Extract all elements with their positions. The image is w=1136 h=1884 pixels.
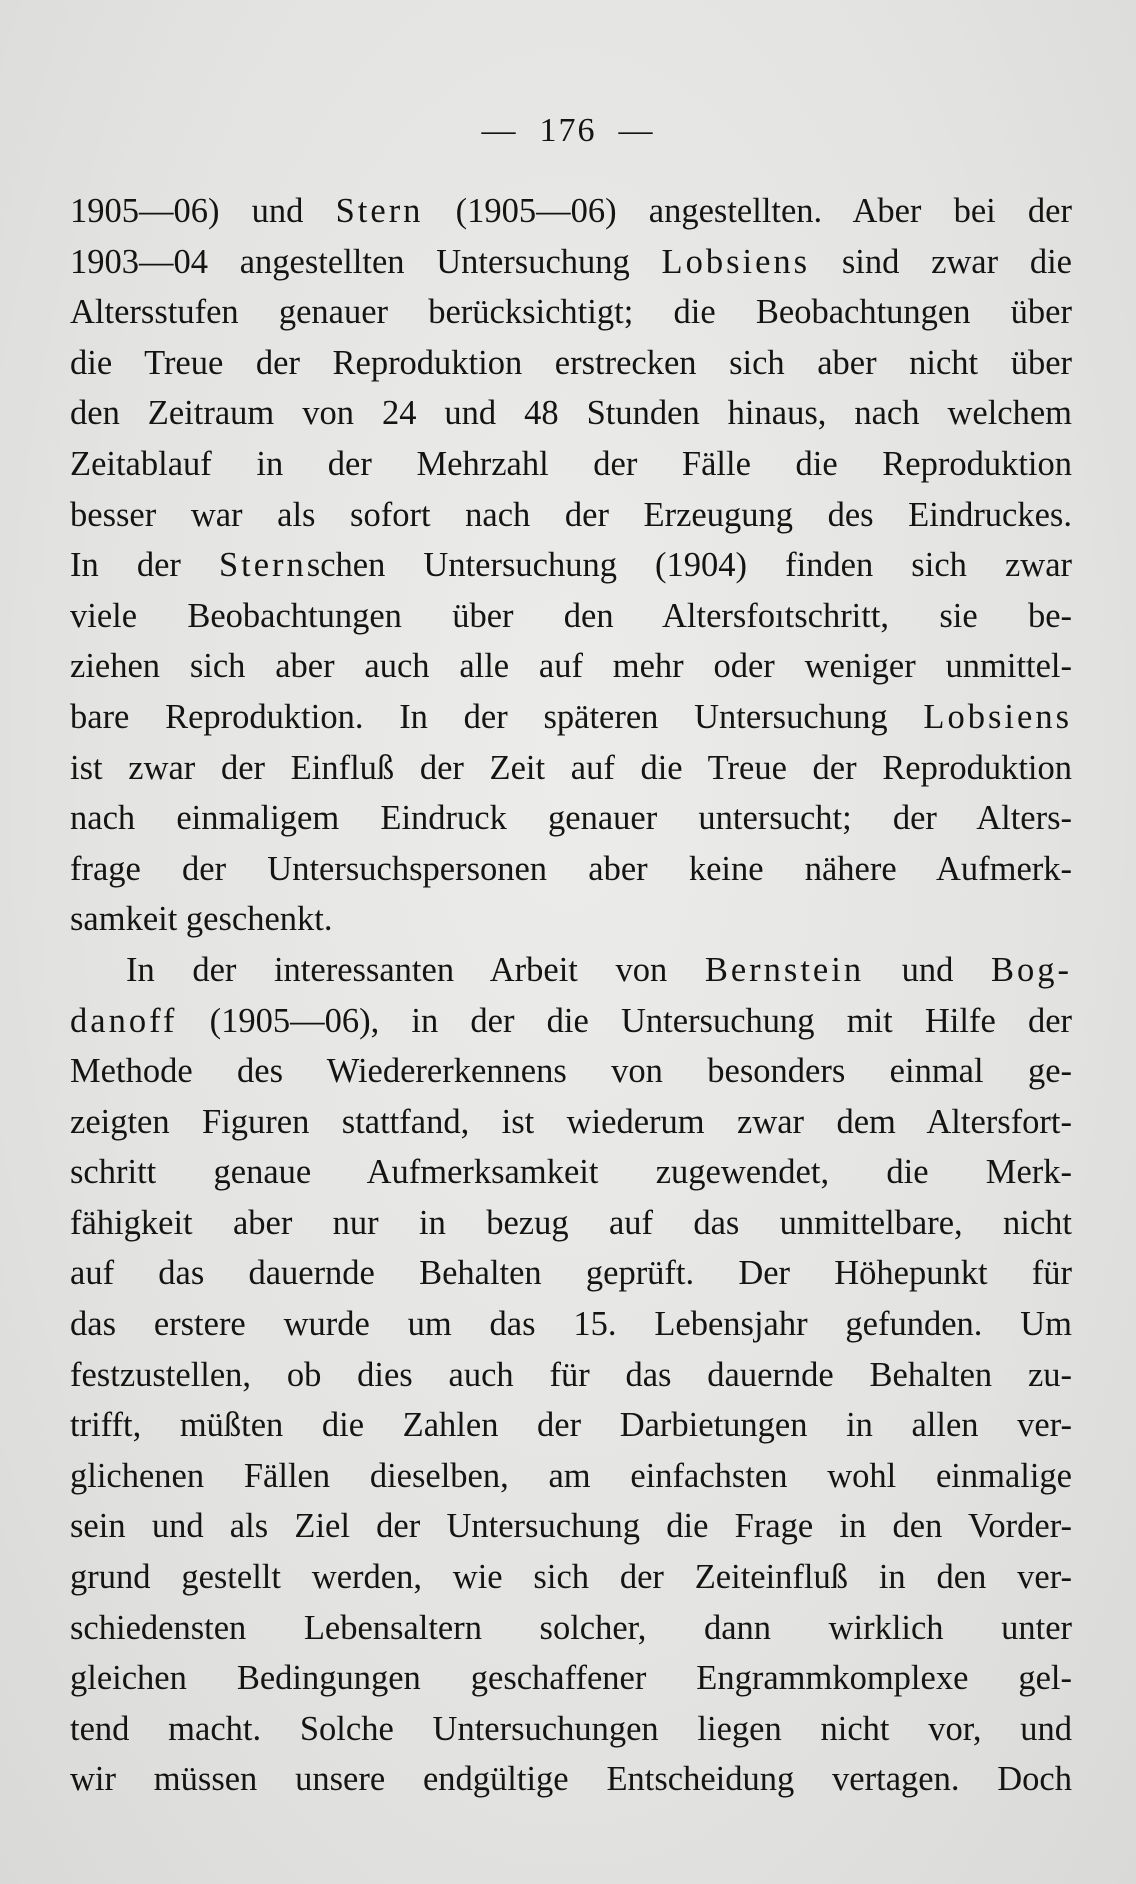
text-segment: Altersstufen genauer berücksichtigt; die Beobachtungen über bbox=[70, 293, 1072, 332]
spaced-name: Stern bbox=[218, 546, 307, 585]
text-segment: und bbox=[864, 950, 992, 989]
text-segment: schiedensten Lebensaltern solcher, dann wirklich unter bbox=[70, 1608, 1072, 1647]
text-line bbox=[70, 1754, 1072, 1805]
text-segment: nach einmaligem Eindruck genauer untersucht; der Alters- bbox=[70, 799, 1072, 838]
text-segment: 1903—04 angestellten Untersuchung bbox=[70, 242, 662, 281]
text-line bbox=[70, 388, 1072, 439]
text-line bbox=[70, 186, 1072, 237]
text-line bbox=[70, 1350, 1072, 1401]
text-segment: die Treue der Reproduktion erstrecken sich aber nicht über bbox=[70, 343, 1072, 382]
text-line bbox=[70, 641, 1072, 692]
text-line bbox=[70, 1198, 1072, 1249]
page-number-header bbox=[0, 112, 1136, 150]
spaced-name: danoff bbox=[70, 1001, 178, 1040]
spaced-name: Lobsiens bbox=[661, 242, 811, 281]
spaced-name: Bernstein bbox=[704, 950, 865, 989]
text-line bbox=[70, 1603, 1072, 1654]
text-segment: Zeitablauf in der Mehrzahl der Fälle die Reproduktion bbox=[70, 444, 1072, 483]
text-line bbox=[70, 1653, 1072, 1704]
text-segment: grund gestellt werden, wie sich der Zeiteinfluß in den ver- bbox=[70, 1558, 1072, 1597]
text-segment: samkeit geschenkt. bbox=[70, 900, 333, 939]
text-line bbox=[70, 1097, 1072, 1148]
page-number-dash-right: — bbox=[618, 112, 655, 149]
text-line bbox=[70, 1451, 1072, 1502]
text-line bbox=[70, 287, 1072, 338]
text-segment: frage der Untersuchspersonen aber keine nähere Aufmerk- bbox=[70, 849, 1072, 888]
page-number: 176 bbox=[539, 112, 597, 149]
text-segment: zeigten Figuren stattfand, ist wiederum zwar dem Altersfort- bbox=[70, 1102, 1072, 1141]
text-line bbox=[70, 844, 1072, 895]
text-segment: In der bbox=[70, 546, 219, 585]
text-segment: glichenen Fällen dieselben, am einfachsten wohl einmalige bbox=[70, 1456, 1072, 1495]
spaced-name: Lobsiens bbox=[923, 697, 1072, 736]
body-text bbox=[70, 186, 1072, 1805]
text-segment: In der interessanten Arbeit von bbox=[126, 950, 705, 989]
text-segment: bare Reproduktion. In der späteren Untersuchung bbox=[70, 697, 924, 736]
text-segment: auf das dauernde Behalten geprüft. Der Höhepunkt für bbox=[70, 1254, 1072, 1293]
text-segment: viele Beobachtungen über den Altersfoıtschritt, sie be- bbox=[70, 596, 1072, 635]
text-line bbox=[70, 338, 1072, 389]
spaced-name: Stern bbox=[335, 192, 424, 230]
text-line bbox=[70, 996, 1072, 1047]
text-line bbox=[70, 1248, 1072, 1299]
text-segment: festzustellen, ob dies auch für das dauernde Behalten zu- bbox=[70, 1355, 1072, 1394]
text-segment: das erstere wurde um das 15. Lebensjahr gefunden. Um bbox=[70, 1305, 1072, 1344]
text-line bbox=[70, 1400, 1072, 1451]
text-line bbox=[70, 237, 1072, 288]
text-segment: fähigkeit aber nur in bezug auf das unmittelbare, nicht bbox=[70, 1203, 1072, 1242]
text-segment: (1905—06) angestellten. Aber bei der bbox=[423, 192, 1072, 230]
text-line bbox=[70, 945, 1072, 996]
text-line bbox=[70, 1501, 1072, 1552]
text-segment: ist zwar der Einfluß der Zeit auf die Treue der Reproduktion bbox=[70, 748, 1072, 787]
text-segment: trifft, müßten die Zahlen der Darbietungen in allen ver- bbox=[70, 1406, 1072, 1445]
text-line bbox=[70, 692, 1072, 743]
text-line bbox=[70, 743, 1072, 794]
text-segment: gleichen Bedingungen geschaffener Engrammkomplexe gel- bbox=[70, 1659, 1072, 1698]
text-segment: besser war als sofort nach der Erzeugung des Eindruckes. bbox=[70, 495, 1072, 534]
text-segment: schritt genaue Aufmerksamkeit zugewendet, die Merk- bbox=[70, 1153, 1072, 1192]
text-segment: den Zeitraum von 24 und 48 Stunden hinaus, nach welchem bbox=[70, 394, 1072, 433]
text-line bbox=[70, 1299, 1072, 1350]
text-line bbox=[70, 1147, 1072, 1198]
text-segment: schen Untersuchung (1904) finden sich zwar bbox=[306, 546, 1072, 585]
text-line bbox=[70, 490, 1072, 541]
text-line bbox=[70, 793, 1072, 844]
text-segment: ziehen sich aber auch alle auf mehr oder weniger unmittel- bbox=[70, 647, 1072, 686]
text-line bbox=[70, 591, 1072, 642]
text-line bbox=[70, 439, 1072, 490]
text-line bbox=[70, 1046, 1072, 1097]
text-segment: (1905—06), in der die Untersuchung mit Hilfe der bbox=[177, 1001, 1072, 1040]
text-segment: sein und als Ziel der Untersuchung die Frage in den Vorder- bbox=[70, 1507, 1072, 1546]
text-line bbox=[70, 1704, 1072, 1755]
text-line bbox=[70, 1552, 1072, 1603]
text-segment: 1905—06) und bbox=[70, 192, 336, 230]
text-line bbox=[70, 540, 1072, 591]
text-segment: wir müssen unsere endgültige Entscheidung vertagen. Doch bbox=[70, 1760, 1072, 1799]
text-segment: tend macht. Solche Untersuchungen liegen nicht vor, und bbox=[70, 1709, 1072, 1748]
page-number-dash-left: — bbox=[481, 112, 518, 149]
spaced-name: Bog- bbox=[991, 950, 1073, 989]
text-line bbox=[70, 894, 1072, 945]
text-segment: sind zwar die bbox=[810, 242, 1072, 281]
text-segment: Methode des Wiedererkennens von besonders einmal ge- bbox=[70, 1052, 1072, 1091]
